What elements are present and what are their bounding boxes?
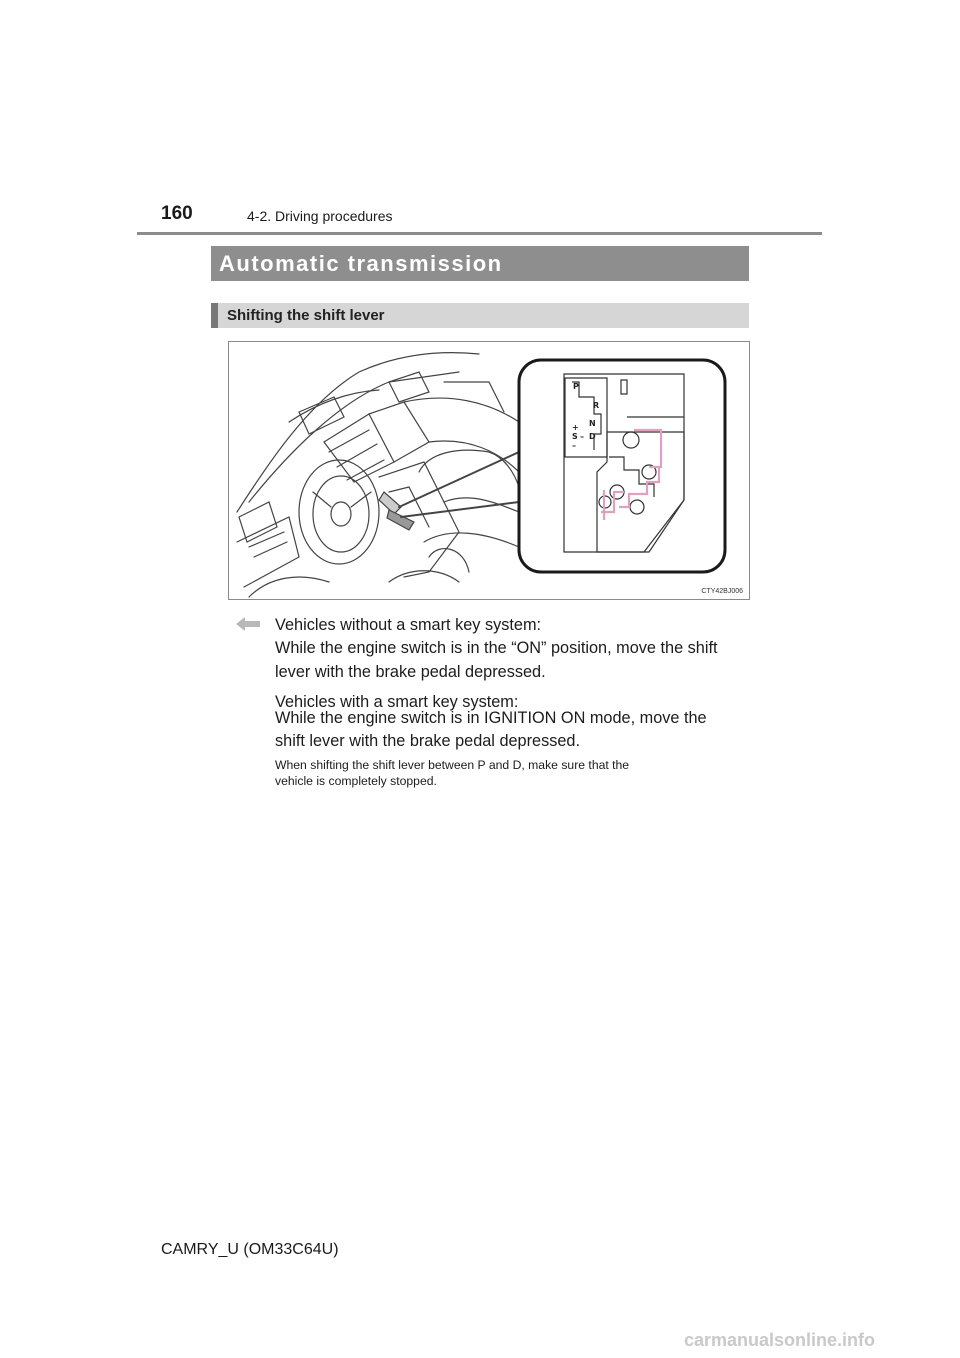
page-number: 160 — [161, 203, 193, 224]
instruction-1-line-2: lever with the brake pedal depressed. — [275, 663, 546, 681]
shift-lever-illustration — [228, 341, 750, 600]
instruction-2-line-1: While the engine switch is in IGNITION ON mode, move the — [275, 709, 707, 727]
gate-label-minus-lower: – — [572, 441, 576, 450]
instruction-1-heading: Vehicles without a smart key system: — [275, 616, 542, 634]
instruction-1-line-1: While the engine switch is in the “ON” position, move the shift — [275, 639, 718, 657]
gate-label-d: D — [589, 432, 596, 441]
subsection-title: Shifting the shift lever — [211, 303, 749, 328]
gate-label-n: N — [589, 419, 596, 428]
gate-label-p: P — [573, 382, 579, 391]
gate-label-plus: + — [572, 423, 579, 432]
gate-label-r: R — [593, 401, 600, 410]
gate-label-minus: – — [580, 432, 584, 441]
figure-code: CTY42BJ006 — [701, 588, 743, 595]
car-interior-drawing — [229, 342, 749, 599]
section-breadcrumb: 4-2. Driving procedures — [247, 208, 393, 224]
instruction-2-heading: Vehicles with a smart key system: — [275, 693, 519, 711]
watermark: carmanualsonline.info — [684, 1330, 876, 1350]
footer-model: CAMRY_U (OM33C64U) — [161, 1241, 339, 1258]
header-divider — [137, 232, 822, 235]
section-title: Automatic transmission — [211, 246, 749, 281]
instruction-2-line-2: shift lever with the brake pedal depressed. — [275, 732, 580, 750]
note-line-1: When shifting the shift lever between P and D, make sure that the — [275, 758, 630, 772]
back-arrow-icon — [235, 615, 261, 633]
note-line-2: vehicle is completely stopped. — [275, 774, 437, 788]
gate-label-s: S — [572, 432, 578, 441]
